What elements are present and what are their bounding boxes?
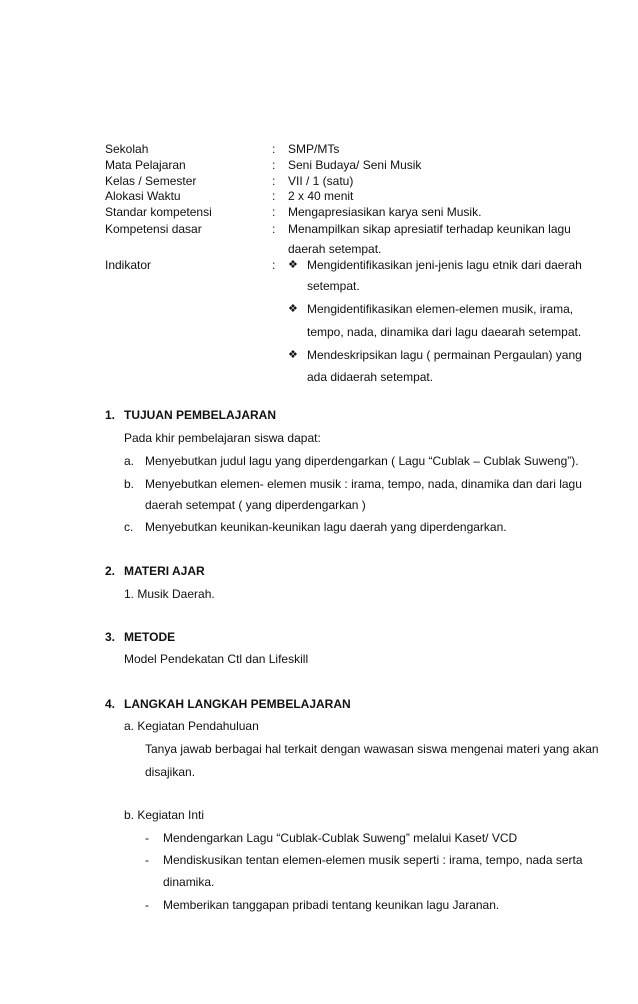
label-mata-pelajaran: Mata Pelajaran [105, 158, 186, 172]
section-number: 3. [105, 630, 116, 644]
section-number: 4. [105, 697, 116, 711]
section-title: LANGKAH LANGKAH PEMBELAJARAN [124, 697, 351, 711]
section-title: METODE [124, 630, 176, 644]
section-body: 1. Musik Daerah. [124, 587, 215, 601]
value-kompetensi-dasar-line2: daerah setempat. [288, 242, 382, 256]
dash-bullet: - [145, 898, 149, 912]
indikator-item-3-line1: Mendeskripsikan lagu ( permainan Pergaulan) yang [307, 348, 582, 362]
value-text: Menampilkan sikap apresiatif terhadap keunikan lagu [288, 222, 571, 236]
list-item-continuation: daerah setempat ( yang diperdengarkan ) [145, 498, 366, 512]
value-kelas-semester: VII / 1 (satu) [288, 174, 354, 188]
colon: : [272, 158, 276, 172]
section-body: Model Pendekatan Ctl dan Lifeskill [124, 652, 309, 666]
section-intro: Pada khir pembelajaran siswa dapat: [124, 431, 321, 445]
label-kompetensi-dasar: Kompetensi dasar [105, 222, 202, 236]
subsection-text: Tanya jawab berbagai hal terkait dengan wawasan siswa mengenai materi yang akan [145, 742, 599, 756]
list-item: Menyebutkan elemen- elemen musik : irama, tempo, nada, dinamika dan dari lagu [145, 477, 582, 491]
list-item: Menyebutkan keunikan-keunikan lagu daerah yang diperdengarkan. [145, 520, 507, 534]
indikator-item-1-line1: Mengidentifikasikan jeni-jenis lagu etnik dari daerah [307, 258, 582, 272]
list-letter: b. [124, 477, 135, 491]
indikator-item-1-line2: setempat. [307, 279, 360, 293]
dash-bullet: - [145, 831, 149, 845]
value-alokasi-waktu: 2 x 40 menit [288, 189, 354, 203]
subsection-text-continuation: disajikan. [145, 765, 196, 779]
colon: : [272, 189, 276, 203]
value-standar-kompetensi: Mengapresiasikan karya seni Musik. [288, 205, 482, 219]
dash-bullet: - [145, 853, 149, 867]
section-title: TUJUAN PEMBELAJARAN [124, 408, 277, 422]
label-standar-kompetensi: Standar kompetensi [105, 205, 212, 219]
list-item: Menyebutkan judul lagu yang diperdengarkan ( Lagu “Cublak – Cublak Suweng”). [145, 454, 579, 468]
value-sekolah: SMP/MTs [288, 142, 340, 156]
label-alokasi-waktu: Alokasi Waktu [105, 189, 181, 203]
colon: : [272, 258, 276, 272]
label-indikator: Indikator [105, 258, 152, 272]
section-number: 2. [105, 564, 116, 578]
colon: : [272, 222, 276, 236]
diamond-bullet-icon: ❖ [288, 303, 298, 315]
section-number: 1. [105, 408, 116, 422]
indikator-item-3-line2: ada didaerah setempat. [307, 370, 434, 384]
list-letter: a. [124, 454, 135, 468]
subsection-label: a. Kegiatan Pendahuluan [124, 719, 259, 733]
diamond-bullet-icon: ❖ [288, 349, 298, 361]
label-sekolah: Sekolah [105, 142, 149, 156]
subsection-label: b. Kegiatan Inti [124, 808, 205, 822]
list-item: Memberikan tanggapan pribadi tentang keunikan lagu Jaranan. [163, 898, 500, 912]
colon: : [272, 142, 276, 156]
label-kelas-semester: Kelas / Semester [105, 174, 197, 188]
diamond-bullet-icon: ❖ [288, 259, 298, 271]
indikator-item-2-line1: Mengidentifikasikan elemen-elemen musik, irama, [307, 302, 574, 316]
value-mata-pelajaran: Seni Budaya/ Seni Musik [288, 158, 422, 172]
colon: : [272, 174, 276, 188]
colon: : [272, 205, 276, 219]
list-letter: c. [124, 520, 134, 534]
section-title: MATERI AJAR [124, 564, 205, 578]
indikator-item-2-line2: tempo, nada, dinamika dari lagu daearah setempat. [307, 325, 582, 339]
list-item: Mendengarkan Lagu “Cublak-Cublak Suweng” melalui Kaset/ VCD [163, 831, 518, 845]
list-item: Mendiskusikan tentan elemen-elemen musik seperti : irama, tempo, nada serta [163, 853, 583, 867]
list-item-continuation: dinamika. [163, 875, 215, 889]
value-kompetensi-dasar-line1 [288, 222, 571, 236]
